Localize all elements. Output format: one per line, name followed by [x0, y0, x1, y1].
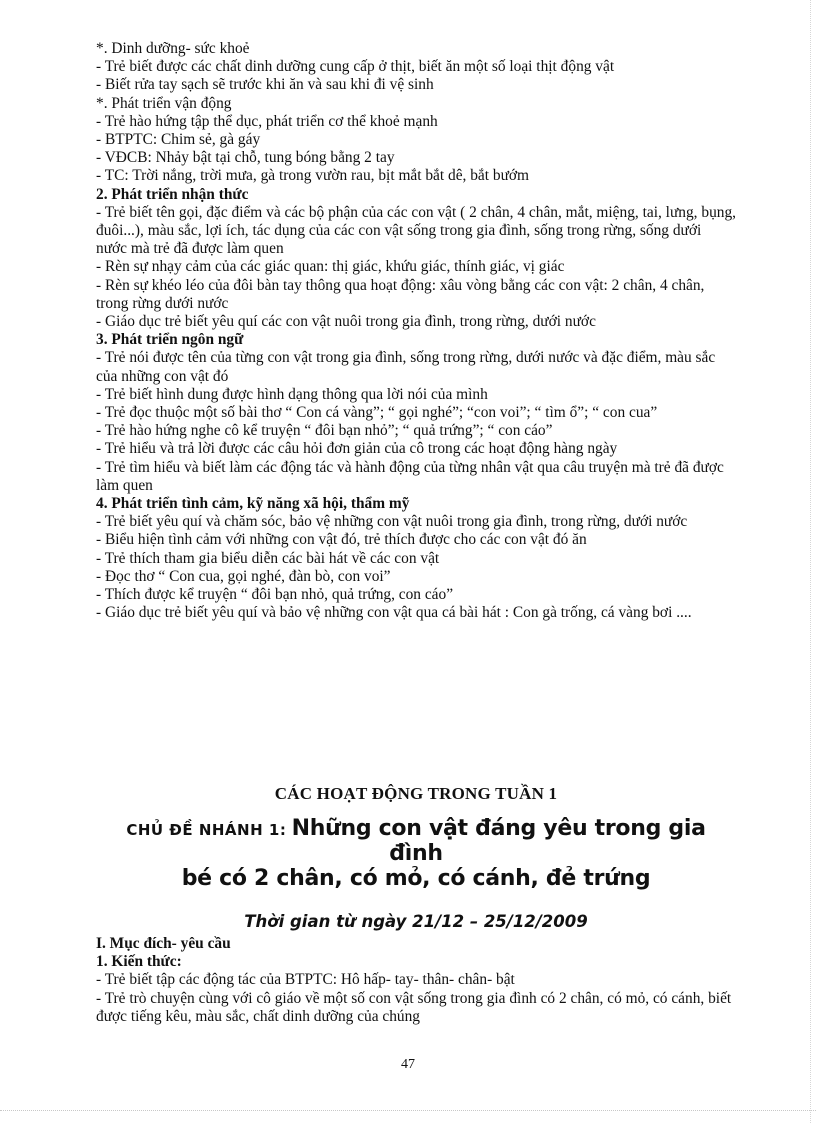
section-line: - Trẻ tìm hiểu và biết làm các động tác và hành động của từng nhân vật qua câu truyện mà trẻ đã được làm quen	[96, 458, 724, 494]
time-range: Thời gian từ ngày 21/12 – 25/12/2009	[244, 911, 588, 931]
section-heading: 3. Phát triển ngôn ngữ	[96, 331, 244, 349]
section-line: - Giáo dục trẻ biết yêu quí và bảo vệ những con vật qua cá bài hát : Con gà trống, cá vàng bơi ....	[96, 604, 692, 622]
section-line: - Thích được kể truyện “ đôi bạn nhỏ, quả trứng, con cáo”	[96, 586, 454, 604]
section-line: - Biết rửa tay sạch sẽ trước khi ăn và sau khi đi vệ sinh	[96, 76, 434, 94]
section-line: - Giáo dục trẻ biết yêu quí các con vật nuôi trong gia đình, trong rừng, dưới nước	[96, 313, 596, 331]
section-line: - Rèn sự khéo léo của đôi bàn tay thông qua hoạt động: xâu vòng bằng các con vật: 2 chân, 4 chân, trong rừng dưới nước	[96, 276, 705, 312]
sub-topic	[96, 817, 736, 891]
section-line: - Trẻ biết được các chất dinh dưỡng cung cấp ở thịt, biết ăn một số loại thịt động vật	[96, 58, 615, 76]
sub-topic-label: CHỦ ĐỀ NHÁNH 1:	[126, 820, 287, 839]
section-line: - Trẻ hào hứng tập thể dục, phát triển cơ thể khoẻ mạnh	[96, 112, 438, 130]
page-number: 47	[401, 1057, 415, 1072]
spacer	[96, 623, 736, 785]
section-line: - Trẻ biết tên gọi, đặc điểm và các bộ phận của các con vật ( 2 chân, 4 chân, mắt, miệng, tai, lưng, bụng, đuôi...), màu sắc, lợi ích, tác dụng của các con vật sống trong gia đình, sống trong rừng, sống dưới nước mà trẻ đã được làm quen	[96, 203, 737, 258]
section-line: - TC: Trời nắng, trời mưa, gà trong vườn rau, bịt mắt bắt dê, bắt bướm	[96, 167, 530, 185]
section-line: - BTPTC: Chim sẻ, gà gáy	[96, 131, 261, 149]
document-page	[96, 40, 736, 1026]
section-line: - VĐCB: Nhảy bật tại chỗ, tung bóng bằng 2 tay	[96, 149, 395, 167]
purpose-subheading: 1. Kiến thức:	[96, 953, 182, 971]
section-line: - Trẻ hiểu và trả lời được các câu hỏi đơn giản của cô trong các hoạt động hàng ngày	[96, 440, 618, 458]
sub-topic-line2: bé có 2 chân, có mỏ, có cánh, đẻ trứng	[181, 865, 651, 891]
purpose-lines	[96, 971, 736, 1026]
section-line: - Trẻ đọc thuộc một số bài thơ “ Con cá vàng”; “ gọi nghé”; “con voi”; “ tìm ổ”; “ con cua”	[96, 404, 658, 422]
section-line: - Biểu hiện tình cảm với những con vật đó, trẻ thích được cho các con vật đó ăn	[96, 531, 587, 549]
section-line: - Trẻ biết yêu quí và chăm sóc, bảo vệ những con vật nuôi trong gia đình, trong rừng, dưới nước	[96, 513, 688, 531]
section-heading: 4. Phát triển tình cảm, kỹ năng xã hội, thẩm mỹ	[96, 495, 410, 513]
purpose-line: - Trẻ biết tập các động tác của BTPTC: Hô hấp- tay- thân- chân- bật	[96, 971, 515, 989]
section-line: - Đọc thơ “ Con cua, gọi nghé, đàn bò, con voi”	[96, 567, 391, 585]
week-title: CÁC HOẠT ĐỘNG TRONG TUẦN 1	[274, 783, 558, 803]
section-heading: *. Phát triển vận động	[96, 94, 232, 112]
section-line: - Trẻ biết hình dung được hình dạng thông qua lời nói của mình	[96, 385, 488, 403]
purpose-line: - Trẻ trò chuyện cùng với cô giáo về một số con vật sống trong gia đình có 2 chân, có mỏ, có cánh, biết được tiếng kêu, màu sắc, chất dinh dưỡng của chúng	[96, 989, 732, 1025]
sections	[96, 40, 736, 623]
section-line: - Trẻ thích tham gia biểu diễn các bài hát về các con vật	[96, 549, 440, 567]
section-line: - Rèn sự nhạy cảm của các giác quan: thị giác, khứu giác, thính giác, vị giác	[96, 258, 565, 276]
page-bottom-border	[0, 1110, 816, 1111]
section-heading: *. Dinh dưỡng- sức khoẻ	[96, 40, 250, 57]
section-line: - Trẻ hào hứng nghe cô kể truyện “ đôi bạn nhỏ”; “ quả trứng”; “ con cáo”	[96, 422, 553, 440]
page-right-border	[810, 0, 811, 1123]
section-line: - Trẻ nói được tên của từng con vật trong gia đình, sống trong rừng, dưới nước và đặc điểm, màu sắc của những con vật đó	[96, 349, 716, 385]
sub-topic-line1: Những con vật đáng yêu trong gia đình	[291, 815, 706, 866]
section-heading: 2. Phát triển nhận thức	[96, 185, 249, 203]
purpose-heading: I. Mục đích- yêu cầu	[96, 934, 231, 952]
